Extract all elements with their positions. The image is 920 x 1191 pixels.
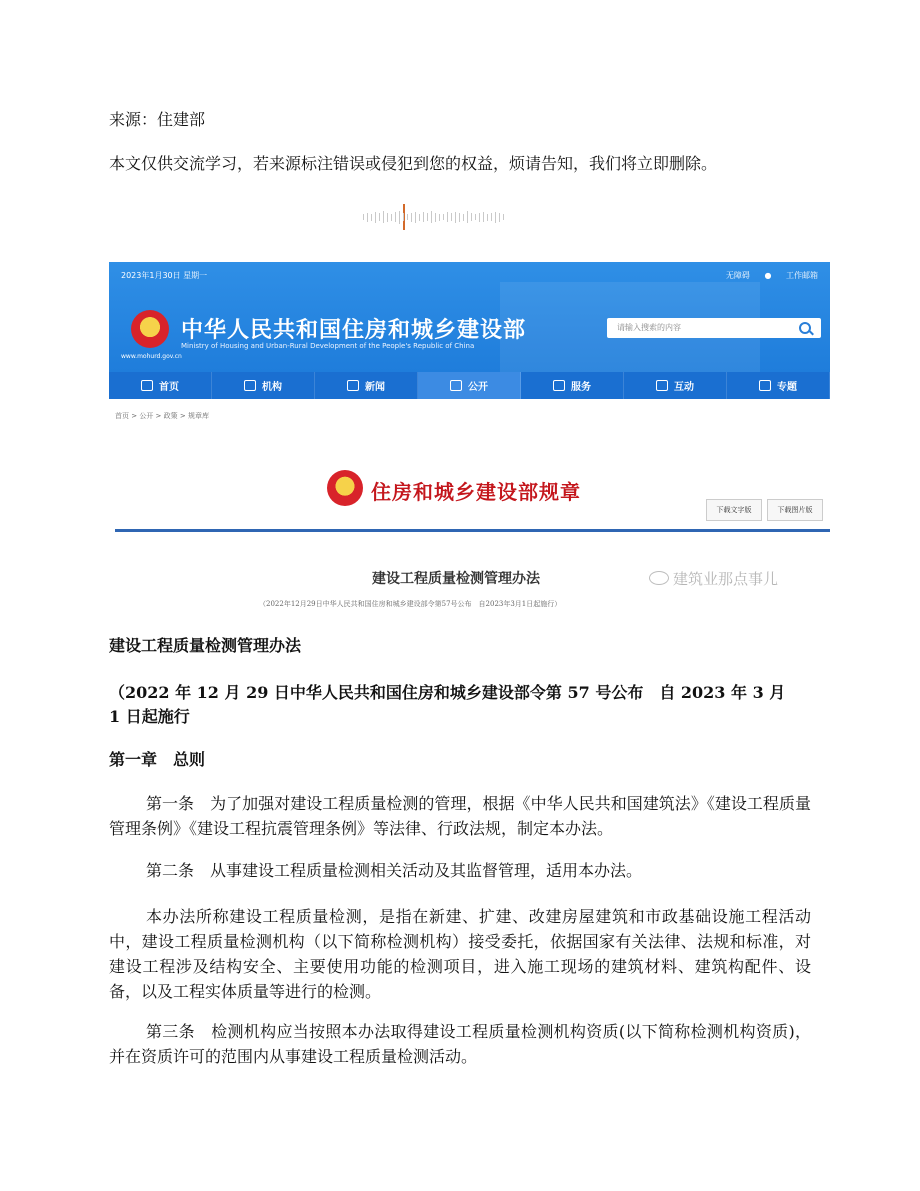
home-icon xyxy=(141,380,153,391)
nav-item-news: 新闻 xyxy=(315,372,418,399)
article-paragraph: 第三条 检测机构应当按照本办法取得建设工程质量检测机构资质(以下简称检测机构资质)，并在资质许可的范围内从事建设工程质量检测活动。 xyxy=(109,1022,811,1066)
wechat-icon: ● xyxy=(764,271,772,280)
site-search-box xyxy=(607,318,821,338)
nav-item-service: 服务 xyxy=(521,372,624,399)
download-image-button: 下载图片版 xyxy=(767,499,823,521)
site-header-banner xyxy=(109,262,830,372)
waveform-bar xyxy=(427,213,428,221)
waveform-bar xyxy=(391,214,392,221)
waveform-bar xyxy=(387,213,388,222)
waveform-bar xyxy=(419,214,420,221)
waveform-bar xyxy=(443,214,444,220)
waveform-bar xyxy=(439,214,440,221)
disclaimer: 本文仅供交流学习，若来源标注错误或侵犯到您的权益，烦请告知，我们将立即删除。 xyxy=(109,154,718,173)
waveform-bar xyxy=(367,213,368,222)
work-email-link: 工作邮箱 xyxy=(786,271,818,280)
waveform-bar xyxy=(459,213,460,222)
nav-item-home: 首页 xyxy=(109,372,212,399)
waveform-bar xyxy=(375,212,376,223)
site-title: 中华人民共和国住房和城乡建设部 xyxy=(181,318,527,343)
waveform-bar xyxy=(487,214,488,221)
nav-item-interact: 互动 xyxy=(624,372,727,399)
waveform-bar xyxy=(371,214,372,221)
watermark: 建筑业那点事儿 xyxy=(649,568,778,589)
waveform-bar xyxy=(411,213,412,222)
waveform-bar xyxy=(379,213,380,221)
source-line: 来源：住建部 xyxy=(109,110,206,129)
waveform-bar xyxy=(503,214,504,220)
doc-title-in-image: 建设工程质量检测管理办法 xyxy=(372,571,540,587)
screenshot-image xyxy=(109,262,830,622)
search-placeholder: 请输入搜索的内容 xyxy=(617,323,681,332)
divider xyxy=(115,529,830,532)
user-icon xyxy=(656,380,668,391)
star-icon xyxy=(759,380,771,391)
audio-waveform[interactable] xyxy=(363,204,508,230)
accessibility-link: 无障碍 xyxy=(725,271,750,280)
waveform-bar xyxy=(463,214,464,221)
waveform-bar xyxy=(403,213,404,221)
chapter-heading: 第一章 总则 xyxy=(109,750,206,769)
article-paragraph: 第二条 从事建设工程质量检测相关活动及其监督管理，适用本办法。 xyxy=(146,861,643,880)
waveform-bar xyxy=(435,213,436,222)
article-subtitle-line2: 1 日起施行 xyxy=(109,707,190,726)
breadcrumb: 首页 > 公开 > 政策 > 规章库 xyxy=(115,412,209,420)
waveform-bar xyxy=(471,213,472,221)
waveform-bar xyxy=(363,214,364,220)
waveform-bar xyxy=(483,212,484,222)
waveform-bar xyxy=(499,213,500,222)
news-icon xyxy=(347,380,359,391)
waveform-bar xyxy=(455,212,456,223)
site-subtitle: Ministry of Housing and Urban-Rural Development of the People's Republic of China xyxy=(181,342,475,350)
waveform-bar xyxy=(407,214,408,220)
waveform-bar xyxy=(395,212,396,222)
header-date: 2023年1月30日 星期一 xyxy=(121,271,208,280)
article-subtitle-line1: （2022 年 12 月 29 日中华人民共和国住房和城乡建设部令第 57 号公布 自 2023 年 3 月 xyxy=(109,683,786,702)
waveform-bar xyxy=(467,211,468,223)
download-text-button: 下载文字版 xyxy=(706,499,762,521)
site-url: www.mohurd.gov.cn xyxy=(121,353,182,360)
waveform-bar xyxy=(495,212,496,223)
nav-item-topics: 专题 xyxy=(727,372,830,399)
regulation-emblem-icon xyxy=(327,470,363,506)
waveform-bar xyxy=(399,211,400,224)
waveform-bar xyxy=(423,212,424,222)
article-paragraph: 第一条 为了加强对建设工程质量检测的管理，根据《中华人民共和国建筑法》《建设工程质量管理条例》《建设工程抗震管理条例》等法律、行政法规，制定本办法。 xyxy=(109,794,811,838)
nav-item-public: 公开 xyxy=(418,372,521,399)
doc-note-in-image: （2022年12月29日中华人民共和国住房和城乡建设部令第57号公布 自2023年3月1日起施行） xyxy=(259,600,562,608)
waveform-bar xyxy=(451,213,452,221)
site-nav xyxy=(109,372,830,399)
wechat-icon xyxy=(649,571,669,585)
header-top-links xyxy=(714,270,818,281)
search-icon xyxy=(799,322,811,334)
waveform-bar xyxy=(415,212,416,223)
waveform-bar xyxy=(479,213,480,222)
article-title: 建设工程质量检测管理办法 xyxy=(109,636,302,655)
waveform-bar xyxy=(491,213,492,221)
national-emblem-icon xyxy=(131,310,169,348)
building-icon xyxy=(244,380,256,391)
article-paragraph: 本办法所称建设工程质量检测，是指在新建、扩建、改建房屋建筑和市政基础设施工程活动中，建设工程质量检测机构（以下简称检测机构）接受委托，依据国家有关法律、法规和标准，对建设工程涉及结构安全、主要使用功能的检测项目，进入施工现场的建筑材料、建筑构配件、设备，以及工程实体质量等进行的检测。 xyxy=(109,907,811,1001)
nav-item-org: 机构 xyxy=(212,372,315,399)
service-icon xyxy=(553,380,565,391)
waveform-bar xyxy=(383,211,384,223)
waveform-bar xyxy=(431,211,432,223)
waveform-bar xyxy=(475,214,476,220)
regulation-banner-title: 住房和城乡建设部规章 xyxy=(371,480,581,504)
document-icon xyxy=(450,380,462,391)
waveform-bar xyxy=(447,212,448,222)
